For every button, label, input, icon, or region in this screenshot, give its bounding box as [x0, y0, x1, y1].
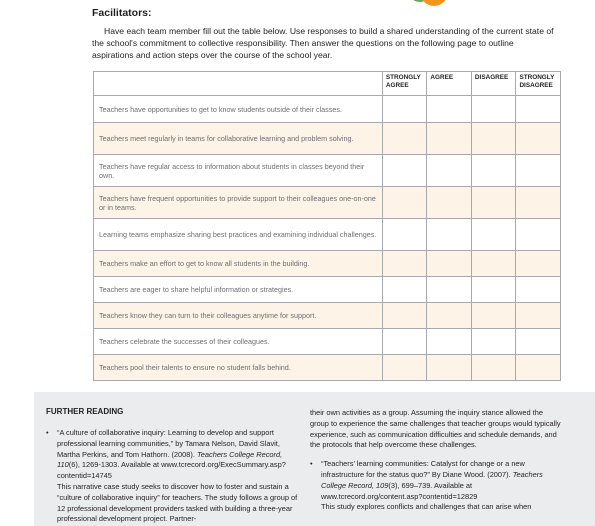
further-reading-column-right: [310, 408, 562, 513]
disagree-cell[interactable]: [471, 251, 516, 277]
reading-description: This study explores conflicts and challenges that can arise when: [321, 502, 532, 512]
statement-cell: Learning teams emphasize sharing best practices and examining individual challenges.: [94, 219, 383, 251]
bullet-icon: •: [46, 428, 49, 437]
strongly-disagree-cell[interactable]: [516, 187, 561, 219]
strongly-disagree-cell[interactable]: [516, 303, 561, 329]
further-reading-column-left: [46, 407, 298, 525]
strongly-agree-cell[interactable]: [382, 219, 427, 251]
disagree-cell[interactable]: [471, 123, 516, 155]
agree-cell[interactable]: [427, 329, 472, 355]
strongly-disagree-cell[interactable]: [516, 219, 561, 251]
disagree-cell[interactable]: [471, 329, 516, 355]
statement-cell: Teachers make an effort to get to know all students in the building.: [94, 251, 383, 277]
reading-citation: [310, 459, 562, 502]
bullet-icon: •: [310, 459, 313, 469]
agree-cell[interactable]: [427, 123, 472, 155]
strongly-disagree-cell[interactable]: [516, 329, 561, 355]
strongly-agree-cell[interactable]: [382, 329, 427, 355]
agree-cell[interactable]: [427, 303, 472, 329]
agree-cell[interactable]: [427, 96, 472, 123]
statement-cell: Teachers have frequent opportunities to provide support to their colleagues one-on-one or in teams.: [94, 187, 383, 219]
strongly-disagree-cell[interactable]: [516, 277, 561, 303]
reading-description-continued: their own activities as a group. Assuming the inquiry stance allowed the group to experience the same challenges that teacher groups would typically experience, such as communication difficulties and schedule demands, and the protocols that help overcome these challenges.: [310, 408, 561, 450]
strongly-agree-cell[interactable]: [382, 303, 427, 329]
disagree-cell[interactable]: [471, 219, 516, 251]
strongly-agree-cell[interactable]: [382, 355, 427, 381]
citation-source: (3), 699–739. Available at www.tcrecord.org/content.asp?contentid=12829: [321, 480, 478, 501]
table-header-row: [94, 72, 561, 96]
column-header-agree: AGREE: [427, 72, 472, 96]
disagree-cell[interactable]: [471, 96, 516, 123]
reading-citation: [46, 428, 298, 482]
disagree-cell[interactable]: [471, 187, 516, 219]
further-reading-title: FURTHER READING: [46, 407, 124, 416]
agree-cell[interactable]: [427, 187, 472, 219]
citation-text: “Teachers’ learning communities: Catalyst for change or a new infrastructure for the status quo?” By Diane Wood. (2007).: [321, 459, 525, 479]
journal-name: Teachers College Record, 109: [321, 469, 543, 490]
statement-cell: Teachers have opportunities to get to know students outside of their classes.: [94, 96, 383, 123]
table-row: [94, 219, 561, 251]
agree-cell[interactable]: [427, 251, 472, 277]
statement-cell: Teachers pool their talents to ensure no student falls behind.: [94, 355, 383, 381]
table-row: [94, 303, 561, 329]
agree-cell[interactable]: [427, 219, 472, 251]
statement-cell: Teachers have regular access to information about students in classes beyond their own.: [94, 155, 383, 187]
strongly-disagree-cell[interactable]: [516, 251, 561, 277]
statement-column-header: [94, 72, 383, 96]
reading-description: This narrative case study seeks to discover how to foster and sustain a “culture of collaborative inquiry” for teachers. The study follows a group of 12 professional development providers tasked with building a three-year professional development project. Partner-: [57, 481, 298, 524]
table-row: [94, 96, 561, 123]
statement-cell: Teachers meet regularly in teams for collaborative learning and problem solving.: [94, 123, 383, 155]
instructions-paragraph: Have each team member fill out the table below. Use responses to build a shared understanding of the current state of the school's commitment to collective responsibility. Then answer the questions on the following page to outline aspirations and action steps over the course of the school year.: [92, 26, 554, 60]
strongly-agree-cell[interactable]: [382, 277, 427, 303]
strongly-disagree-cell[interactable]: [516, 123, 561, 155]
logo-icon: [398, 0, 468, 10]
statement-cell: Teachers know they can turn to their colleagues anytime for support.: [94, 303, 383, 329]
strongly-agree-cell[interactable]: [382, 123, 427, 155]
disagree-cell[interactable]: [471, 303, 516, 329]
column-header-strongly-disagree: STRONGLY DISAGREE: [516, 72, 561, 96]
table-row: [94, 155, 561, 187]
table-row: [94, 329, 561, 355]
strongly-agree-cell[interactable]: [382, 155, 427, 187]
citation-source: (6), 1269-1303. Available at www.tcrecord.org/ExecSummary.asp?contentid=14745: [57, 460, 286, 481]
strongly-agree-cell[interactable]: [382, 251, 427, 277]
statement-cell: Teachers celebrate the successes of their colleagues.: [94, 329, 383, 355]
disagree-cell[interactable]: [471, 155, 516, 187]
journal-name: Teachers College Record, 110: [57, 449, 283, 470]
strongly-disagree-cell[interactable]: [516, 96, 561, 123]
further-reading-panel: [34, 392, 595, 526]
strongly-disagree-cell[interactable]: [516, 155, 561, 187]
column-header-strongly-agree: STRONGLY AGREE: [382, 72, 427, 96]
strongly-disagree-cell[interactable]: [516, 355, 561, 381]
table-row: [94, 123, 561, 155]
disagree-cell[interactable]: [471, 355, 516, 381]
table-row: [94, 355, 561, 381]
citation-text: “A culture of collaborative inquiry: Learning to develop and support professional learning communities,” by Tamara Nelson, David Slavit, Martha Perkins, and Tom Hathorn. (2008).: [57, 428, 280, 459]
disagree-cell[interactable]: [471, 277, 516, 303]
table-row: [94, 251, 561, 277]
section-heading: Facilitators:: [92, 7, 152, 19]
survey-table: [93, 71, 561, 381]
table-row: [94, 187, 561, 219]
statement-cell: Teachers are eager to share helpful information or strategies.: [94, 277, 383, 303]
table-row: [94, 277, 561, 303]
agree-cell[interactable]: [427, 155, 472, 187]
strongly-agree-cell[interactable]: [382, 187, 427, 219]
agree-cell[interactable]: [427, 355, 472, 381]
agree-cell[interactable]: [427, 277, 472, 303]
strongly-agree-cell[interactable]: [382, 96, 427, 123]
column-header-disagree: DISAGREE: [471, 72, 516, 96]
